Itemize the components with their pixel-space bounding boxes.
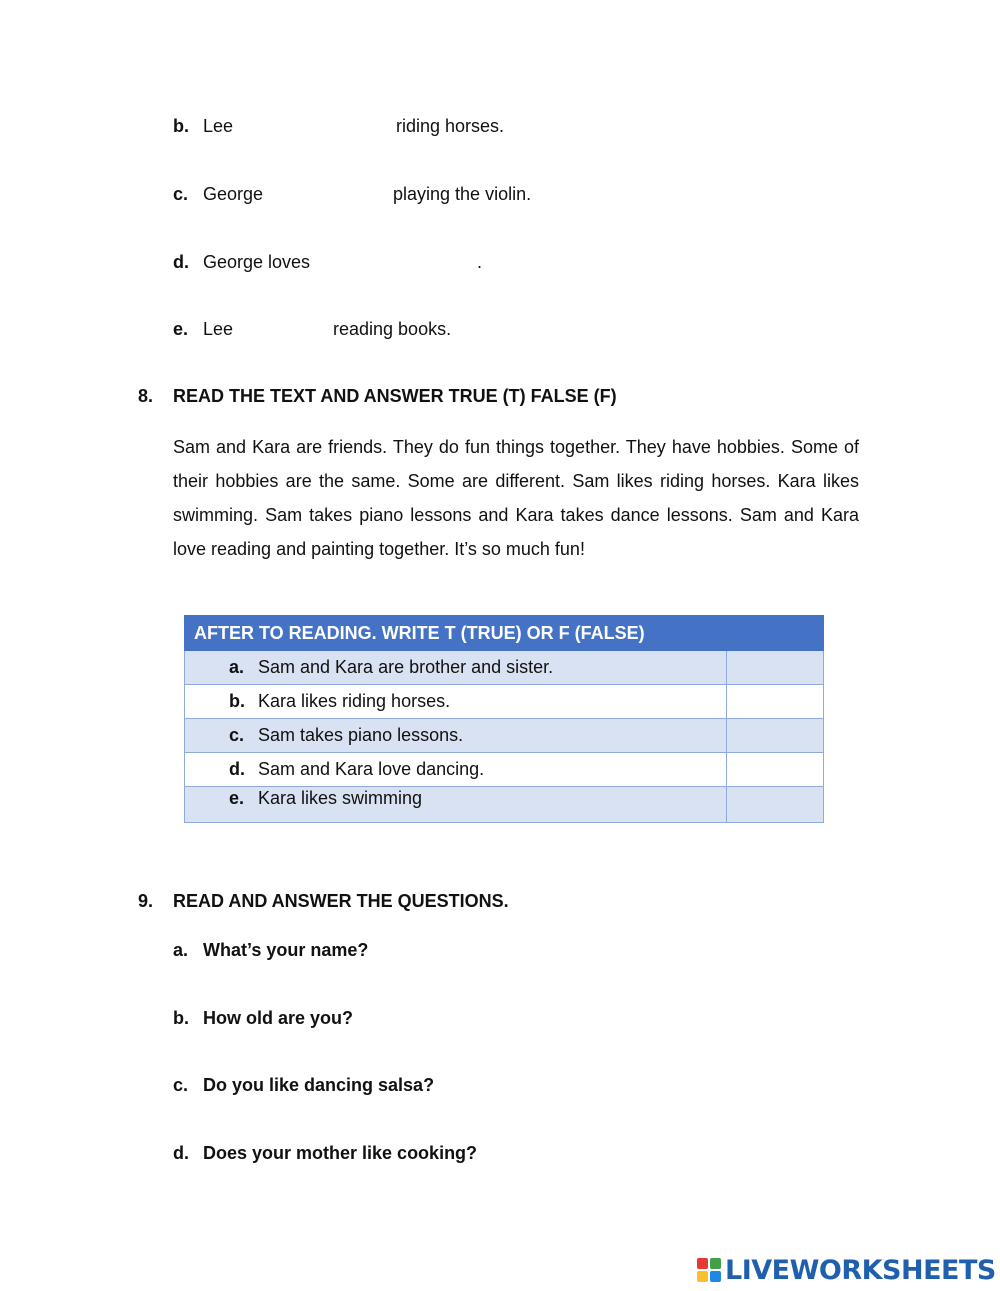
- table-row: [185, 753, 824, 787]
- item-text-after: riding horses.: [396, 116, 505, 136]
- answer-cell[interactable]: [727, 719, 824, 753]
- row-letter: d.: [229, 759, 245, 779]
- exercise-number: 9.: [138, 891, 154, 911]
- logo-blocks-icon: [697, 1258, 721, 1282]
- exercise-heading: READ THE TEXT AND ANSWER TRUE (T) FALSE (F): [173, 386, 617, 406]
- question-letter: a.: [173, 940, 189, 960]
- logo-block-icon: [697, 1271, 708, 1282]
- exercise-number: 8.: [138, 386, 154, 406]
- liveworksheets-logo: [697, 1253, 996, 1287]
- item-text-before: George loves: [203, 252, 311, 272]
- answer-cell[interactable]: [727, 651, 824, 685]
- answer-cell[interactable]: [727, 685, 824, 719]
- question-letter: c.: [173, 1075, 189, 1095]
- table-row: [185, 719, 824, 753]
- question-text: What’s your name?: [203, 940, 369, 960]
- row-statement: Kara likes riding horses.: [258, 691, 451, 711]
- item-text-before: George: [203, 184, 264, 204]
- item-text-after: .: [477, 252, 483, 272]
- answer-cell[interactable]: [727, 787, 824, 823]
- logo-block-icon: [697, 1258, 708, 1269]
- question-text: How old are you?: [203, 1008, 354, 1028]
- question-letter: d.: [173, 1143, 189, 1163]
- row-statement: Kara likes swimming: [258, 788, 423, 808]
- exercise-heading: READ AND ANSWER THE QUESTIONS.: [173, 891, 509, 911]
- item-letter: c.: [173, 184, 189, 204]
- table-row: [185, 685, 824, 719]
- row-letter: e.: [229, 788, 245, 808]
- row-letter: a.: [229, 657, 245, 677]
- true-false-table: [184, 615, 824, 823]
- item-text-after: playing the violin.: [393, 184, 532, 204]
- row-statement: Sam takes piano lessons.: [258, 725, 464, 745]
- table-header: AFTER TO READING. WRITE T (TRUE) OR F (FALSE): [185, 616, 824, 651]
- logo-text: LIVEWORKSHEETS: [725, 1254, 996, 1286]
- question-letter: b.: [173, 1008, 189, 1028]
- row-statement: Sam and Kara love dancing.: [258, 759, 485, 779]
- item-letter: d.: [173, 252, 189, 272]
- question-text: Does your mother like cooking?: [203, 1143, 478, 1163]
- reading-text: Sam and Kara are friends. They do fun things together. They have hobbies. Some of their hobbies are the same. Some are different. Sam likes riding horses. Kara likes swimming. Sam takes piano lessons and Kara takes dance lessons. Sam and Kara love reading and painting together. It’s so much fun!: [173, 437, 859, 559]
- logo-block-icon: [710, 1271, 721, 1282]
- table-row: [185, 787, 824, 823]
- row-letter: b.: [229, 691, 245, 711]
- table-header-row: [185, 616, 824, 651]
- answer-cell[interactable]: [727, 753, 824, 787]
- row-statement: Sam and Kara are brother and sister.: [258, 657, 554, 677]
- item-text-after: reading books.: [333, 319, 452, 339]
- question-text: Do you like dancing salsa?: [203, 1075, 435, 1095]
- row-letter: c.: [229, 725, 245, 745]
- item-letter: e.: [173, 319, 189, 339]
- item-text-before: Lee: [203, 116, 234, 136]
- logo-block-icon: [710, 1258, 721, 1269]
- table-row: [185, 651, 824, 685]
- item-text-before: Lee: [203, 319, 234, 339]
- item-letter: b.: [173, 116, 189, 136]
